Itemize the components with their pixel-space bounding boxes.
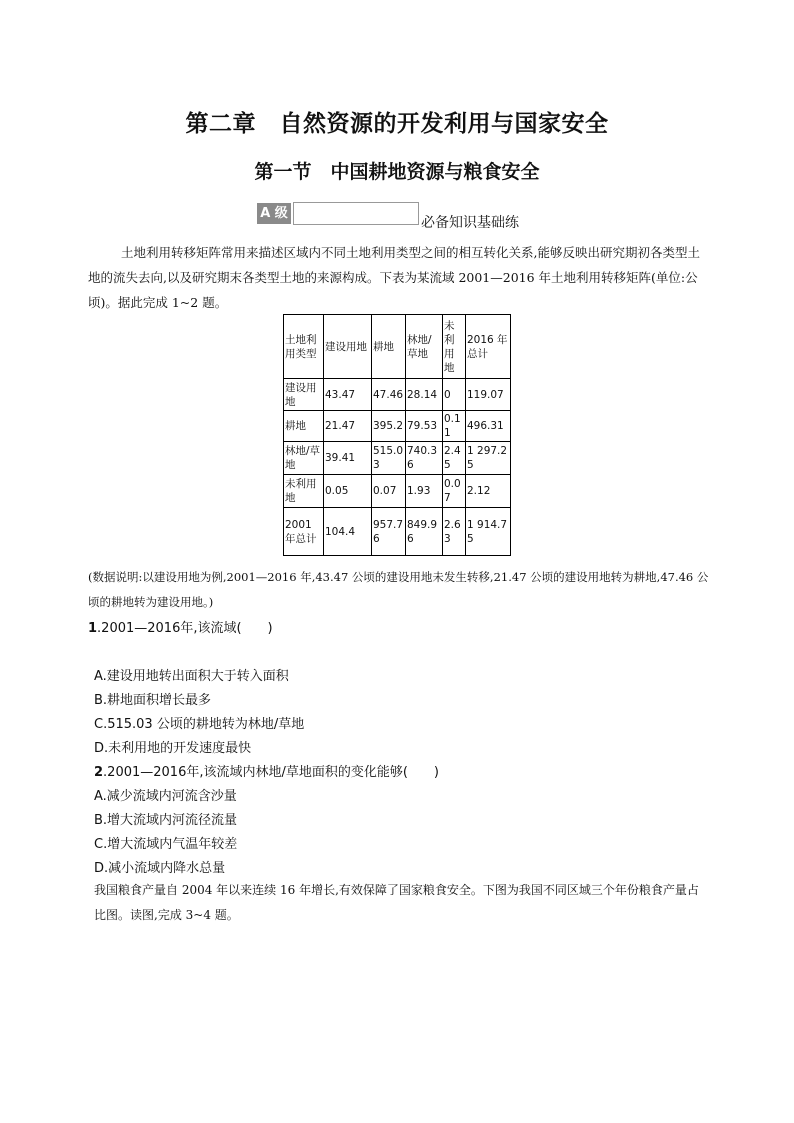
table-cell: 43.47 <box>324 379 372 411</box>
table-cell: 957.76 <box>372 508 406 556</box>
option: D.未利用地的开发速度最快 <box>94 741 252 756</box>
question-number: 2 <box>94 765 104 780</box>
table-row-label: 建设用地 <box>284 379 324 411</box>
table-row <box>284 411 511 442</box>
table-cell: 515.03 <box>372 442 406 475</box>
table-header-cell: 2016 年总计 <box>466 315 511 379</box>
land-transfer-table <box>283 314 511 556</box>
question-number: 1 <box>88 621 98 636</box>
table-header-cell: 林地/草地 <box>406 315 443 379</box>
chapter-title: 第二章 自然资源的开发利用与国家安全 <box>185 110 609 137</box>
level-box <box>293 202 419 225</box>
table-header-cell: 耕地 <box>372 315 406 379</box>
table-header-cell: 建设用地 <box>324 315 372 379</box>
table-cell: 496.31 <box>466 411 511 442</box>
table-row <box>284 379 511 411</box>
table-cell: 1 297.25 <box>466 442 511 475</box>
table-row <box>284 508 511 556</box>
table-cell: 0.05 <box>324 475 372 508</box>
table-row <box>284 442 511 475</box>
question-stem: .2001—2016年,该流域( ) <box>97 621 273 636</box>
section-title: 第一节 中国耕地资源与粮食安全 <box>254 161 540 183</box>
table-cell: 2.63 <box>443 508 466 556</box>
option: A.建设用地转出面积大于转入面积 <box>94 669 289 684</box>
table-cell: 28.14 <box>406 379 443 411</box>
intro-paragraph: 土地利用转移矩阵常用来描述区域内不同土地利用类型之间的相互转化关系,能够反映出研究期初各类型土地的流失去向,以及研究期末各类型土地的来源构成。下表为某流域 2001—2016 年土地利用转移矩阵(单位:公顷)。据此完成 1~2 题。 <box>88 245 700 310</box>
table-cell: 1.93 <box>406 475 443 508</box>
data-note: (数据说明:以建设用地为例,2001—2016 年,43.47 公顷的建设用地未发生转移,21.47 公顷的建设用地转为耕地,47.46 公顷的耕地转为建设用地。) <box>88 570 709 609</box>
table-header-row <box>284 315 511 379</box>
table-row-label: 未利用地 <box>284 475 324 508</box>
table-cell: 39.41 <box>324 442 372 475</box>
table-cell: 0 <box>443 379 466 411</box>
table-cell: 0.11 <box>443 411 466 442</box>
table-cell: 2.45 <box>443 442 466 475</box>
table-cell: 2.12 <box>466 475 511 508</box>
option: C.增大流域内气温年较差 <box>94 837 238 852</box>
table-row-label: 2001 年总计 <box>284 508 324 556</box>
option: D.减小流域内降水总量 <box>94 861 226 876</box>
option: A.减少流域内河流含沙量 <box>94 789 237 804</box>
table-cell: 119.07 <box>466 379 511 411</box>
table-cell: 21.47 <box>324 411 372 442</box>
table-cell: 740.36 <box>406 442 443 475</box>
level-badge: A 级 <box>257 203 291 224</box>
question-stem: .2001—2016年,该流域内林地/草地面积的变化能够( ) <box>103 765 440 780</box>
table-header-cell: 土地利用类型 <box>284 315 324 379</box>
table-cell: 395.2 <box>372 411 406 442</box>
intro-paragraph-2: 我国粮食产量自 2004 年以来连续 16 年增长,有效保障了国家粮食安全。下图为我国不同区域三个年份粮食产量占比图。读图,完成 3~4 题。 <box>94 883 699 922</box>
option: B.耕地面积增长最多 <box>94 693 212 708</box>
table-cell: 104.4 <box>324 508 372 556</box>
table-header-cell: 未利用地 <box>443 315 466 379</box>
table-row <box>284 475 511 508</box>
table-cell: 1 914.75 <box>466 508 511 556</box>
question-2 <box>94 761 439 780</box>
table-cell: 0.07 <box>443 475 466 508</box>
level-title: 必备知识基础练 <box>421 214 519 231</box>
option: C.515.03 公顷的耕地转为林地/草地 <box>94 717 305 732</box>
table-row-label: 林地/草地 <box>284 442 324 475</box>
table-cell: 0.07 <box>372 475 406 508</box>
table-cell: 79.53 <box>406 411 443 442</box>
option: B.增大流域内河流径流量 <box>94 813 238 828</box>
table-cell: 849.96 <box>406 508 443 556</box>
level-header <box>257 201 519 231</box>
question-1 <box>88 617 273 636</box>
table-row-label: 耕地 <box>284 411 324 442</box>
table-cell: 47.46 <box>372 379 406 411</box>
